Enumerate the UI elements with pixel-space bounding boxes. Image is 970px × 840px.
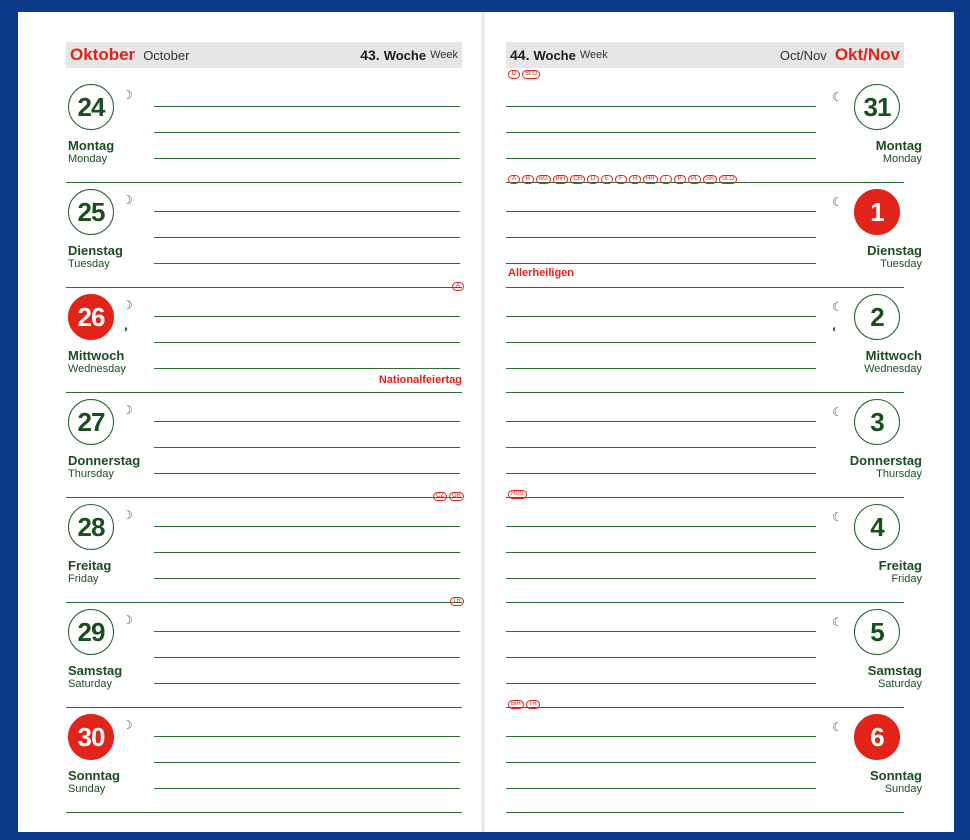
day-number-badge: 31	[854, 84, 900, 130]
day-row	[506, 605, 922, 709]
ruled-line	[154, 211, 460, 212]
weekday-name-de: Sonntag	[68, 768, 120, 783]
ruled-line	[154, 526, 460, 527]
country-code-badge: SLO	[522, 70, 540, 79]
ruled-line	[506, 211, 816, 212]
weekday-name-en: Saturday	[68, 678, 113, 690]
week-number: 43.	[360, 47, 380, 63]
day-row	[66, 185, 466, 289]
day-separator	[506, 812, 904, 813]
country-code-badge: D	[508, 70, 520, 79]
ruled-line	[506, 578, 816, 579]
weekday-name-de: Samstag	[68, 663, 123, 678]
day-separator	[66, 182, 462, 183]
weekday-name-en: Thursday	[68, 468, 114, 480]
day-separator	[506, 287, 904, 288]
ruled-line	[506, 237, 816, 238]
day-row	[506, 176, 922, 289]
country-code-badge: HR	[643, 175, 658, 184]
ruled-line	[154, 788, 460, 789]
ruled-line	[154, 106, 460, 107]
right-page-header	[506, 42, 904, 68]
moon-phase-icon: ☽	[122, 298, 133, 312]
ruled-line	[506, 736, 816, 737]
ruled-line	[506, 106, 816, 107]
day-separator	[66, 287, 462, 288]
country-code-list	[452, 282, 464, 291]
weekday-name-en: Wednesday	[864, 363, 922, 375]
country-code-badge: SLO	[719, 175, 737, 184]
ruled-line	[506, 657, 816, 658]
weekday-name-en: Monday	[882, 153, 922, 165]
ruled-line	[154, 736, 460, 737]
country-code-list	[450, 597, 464, 606]
weekday-name-de: Freitag	[68, 558, 112, 573]
month-en: October	[143, 47, 190, 63]
country-code-badge: A	[508, 175, 520, 184]
moon-phase-icon: ☾	[832, 510, 843, 524]
left-page-header	[66, 42, 462, 68]
day-number-badge: 30	[68, 714, 114, 760]
ruled-line	[506, 447, 816, 448]
day-number-badge: 24	[68, 84, 114, 130]
day-number-badge: 29	[68, 609, 114, 655]
day-number-badge: 3	[854, 399, 900, 445]
weekday-name-en: Sunday	[884, 783, 922, 795]
day-row	[66, 395, 466, 499]
weekday-name-de: Dienstag	[68, 243, 123, 258]
ruled-line	[154, 552, 460, 553]
ruled-line	[506, 263, 816, 264]
country-code-badge: P	[674, 175, 686, 184]
day-number-badge: 25	[68, 189, 114, 235]
country-code-badge: PL	[688, 175, 701, 184]
day-number-badge: 26	[68, 294, 114, 340]
ruled-line	[154, 342, 460, 343]
country-code-badge: CH	[570, 175, 585, 184]
day-number-badge: 1	[854, 189, 900, 235]
country-code-badge: RUS	[508, 490, 527, 499]
ruled-line	[506, 342, 816, 343]
day-separator	[66, 812, 462, 813]
country-code-badge: I	[660, 175, 672, 184]
day-row	[66, 710, 466, 814]
ruled-line	[506, 631, 816, 632]
moon-phase-icon: ☾	[832, 195, 843, 209]
moon-phase-icon: ☽	[122, 718, 133, 732]
country-code-badge: A	[452, 282, 464, 291]
moon-phase-icon: ☽	[122, 403, 133, 417]
weekday-name-de: Donnerstag	[68, 453, 141, 468]
ruled-line	[506, 552, 816, 553]
country-code-badge: E	[601, 175, 613, 184]
weekday-name-en: Sunday	[68, 783, 106, 795]
day-separator	[66, 707, 462, 708]
day-separator	[506, 392, 904, 393]
ruled-line	[506, 368, 816, 369]
day-separator	[506, 707, 904, 708]
weekday-name-en: Thursday	[876, 468, 922, 480]
holiday-label: Nationalfeiertag	[378, 374, 462, 386]
country-code-list	[508, 490, 527, 499]
ruled-line	[506, 132, 816, 133]
day-number-badge: 28	[68, 504, 114, 550]
week-label-en: Week	[430, 49, 458, 61]
country-code-list	[433, 492, 464, 501]
day-row	[66, 493, 466, 604]
country-code-badge: SK	[703, 175, 717, 184]
ruled-line	[154, 631, 460, 632]
ruled-line	[154, 762, 460, 763]
day-number-badge: 6	[854, 714, 900, 760]
moon-phase-icon: ☽	[122, 88, 133, 102]
ruled-line	[506, 158, 816, 159]
country-code-badge: BiH	[508, 700, 524, 709]
day-row	[66, 283, 466, 394]
day-separator	[66, 602, 462, 603]
ruled-line	[154, 316, 460, 317]
day-separator	[506, 497, 904, 498]
ruled-line	[154, 578, 460, 579]
day-separator	[66, 392, 462, 393]
weekday-name-de: Mittwoch	[68, 348, 125, 363]
weekday-name-de: Montag	[875, 138, 922, 153]
day-row	[66, 598, 466, 709]
day-number-badge: 2	[854, 294, 900, 340]
moon-phase-icon: ☾	[832, 720, 843, 734]
country-code-badge: CZ	[433, 492, 447, 501]
day-row	[506, 491, 922, 604]
left-page	[18, 12, 484, 832]
country-code-list	[508, 175, 737, 184]
day-row	[506, 701, 922, 814]
weekday-name-de: Mittwoch	[865, 348, 922, 363]
weekday-name-de: Donnerstag	[849, 453, 922, 468]
day-number-badge: 4	[854, 504, 900, 550]
ruled-line	[506, 762, 816, 763]
moon-phase-icon: ☾	[832, 90, 843, 104]
country-code-badge: GR	[449, 492, 464, 501]
moon-quarter-icon: ◐	[832, 324, 839, 335]
holiday-label: Allerheiligen	[508, 267, 575, 279]
month-en: Oct/Nov	[779, 47, 827, 63]
country-code-badge: F	[615, 175, 627, 184]
week-label-en: Week	[579, 49, 608, 61]
weekday-name-en: Friday	[891, 573, 922, 585]
week-label-de: Woche	[533, 47, 576, 63]
weekday-name-en: Monday	[68, 153, 108, 165]
country-code-badge: D	[587, 175, 599, 184]
moon-quarter-icon: ◑	[122, 324, 129, 335]
weekday-name-en: Wednesday	[68, 363, 126, 375]
ruled-line	[154, 263, 460, 264]
day-row	[506, 395, 922, 499]
ruled-line	[154, 132, 460, 133]
ruled-line	[506, 788, 816, 789]
moon-phase-icon: ☾	[832, 405, 843, 419]
moon-phase-icon: ☾	[832, 615, 843, 629]
country-code-list	[508, 700, 540, 709]
ruled-line	[506, 421, 816, 422]
moon-phase-icon: ☾	[832, 300, 843, 314]
weekday-name-en: Saturday	[877, 678, 922, 690]
weekday-name-de: Freitag	[878, 558, 922, 573]
week-number: 44.	[510, 47, 530, 63]
ruled-line	[154, 237, 460, 238]
ruled-line	[154, 657, 460, 658]
country-code-badge: H	[629, 175, 641, 184]
country-code-badge: BG	[536, 175, 551, 184]
weekday-name-de: Sonntag	[870, 768, 922, 783]
weekday-name-de: Montag	[68, 138, 115, 153]
country-code-badge: TR	[450, 597, 464, 606]
country-code-list	[508, 70, 540, 79]
weekday-name-en: Friday	[68, 573, 99, 585]
weekday-name-en: Tuesday	[68, 258, 110, 270]
moon-phase-icon: ☽	[122, 193, 133, 207]
weekday-name-de: Dienstag	[867, 243, 922, 258]
moon-phase-icon: ☽	[122, 613, 133, 627]
ruled-line	[154, 421, 460, 422]
month-de: Oktober	[70, 45, 136, 64]
weekday-name-en: Tuesday	[880, 258, 922, 270]
moon-phase-icon: ☽	[122, 508, 133, 522]
ruled-line	[154, 473, 460, 474]
day-separator	[506, 602, 904, 603]
ruled-line	[506, 526, 816, 527]
ruled-line	[154, 158, 460, 159]
ruled-line	[506, 683, 816, 684]
ruled-line	[154, 683, 460, 684]
day-row	[506, 71, 922, 184]
day-separator	[66, 497, 462, 498]
right-page	[486, 12, 954, 832]
day-number-badge: 27	[68, 399, 114, 445]
ruled-line	[154, 368, 460, 369]
ruled-line	[506, 316, 816, 317]
country-code-badge: TR	[526, 700, 540, 709]
day-number-badge: 5	[854, 609, 900, 655]
week-label-de: Woche	[383, 47, 427, 63]
country-code-badge: B	[522, 175, 534, 184]
country-code-badge: BiH	[553, 175, 569, 184]
ruled-line	[154, 447, 460, 448]
ruled-line	[506, 473, 816, 474]
weekday-name-de: Samstag	[867, 663, 922, 678]
day-row	[506, 290, 922, 394]
month-de: Okt/Nov	[834, 45, 900, 64]
day-row	[66, 80, 466, 184]
